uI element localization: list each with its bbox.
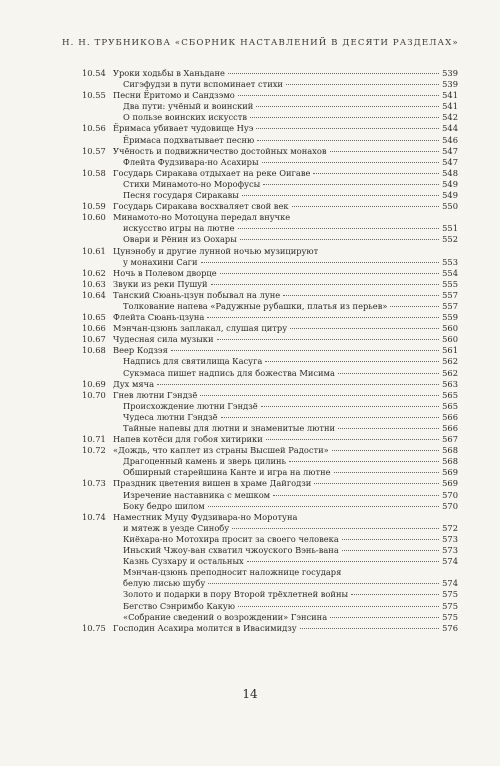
entry-line: [113, 268, 458, 279]
entry-line: [123, 157, 458, 168]
entry-page-number: 574: [442, 578, 458, 589]
entry-line: [123, 567, 458, 578]
entry-title: Два пути: учёный и воинский: [123, 101, 254, 112]
entry-title: Тайные напевы для лютни и знаменитые лютни: [123, 423, 336, 433]
entry-line: [123, 112, 458, 123]
toc-entry: [82, 234, 458, 245]
toc-entry: [82, 268, 458, 279]
toc-entry: [82, 201, 458, 212]
entry-page-number: 566: [442, 411, 458, 422]
section-number: 10.67: [82, 334, 106, 345]
toc-entry: [82, 312, 458, 323]
toc-entry: [82, 323, 458, 334]
entry-title: Мэнчан-цзюнь заплакал, слушая цитру: [113, 323, 288, 334]
section-number: 10.74: [82, 511, 106, 522]
entry-line: [113, 345, 458, 356]
dot-leader: [250, 117, 439, 118]
toc-entry: [82, 79, 458, 90]
dot-leader: [300, 628, 440, 629]
entry-title: Песня государя Сиракавы: [123, 190, 239, 201]
entry-line: [113, 512, 458, 523]
entry-page-number: 569: [442, 478, 458, 489]
section-number: 10.55: [82, 90, 106, 101]
toc-entry: [82, 101, 458, 112]
entry-line: [123, 545, 458, 556]
entry-page-number: 551: [442, 223, 458, 234]
entry-title: «Собрание сведений о возрождении» Гэнсина: [123, 611, 328, 622]
entry-page-number: 566: [442, 423, 458, 433]
toc-entry: [82, 168, 458, 179]
entry-title: Праздник цветения вишен в храме Дайгодзи: [113, 478, 312, 489]
dot-leader: [332, 450, 439, 451]
entry-page-number: 575: [442, 600, 458, 611]
running-header: Н. Н. ТРУБНИКОВА «СБОРНИК НАСТАВЛЕНИЙ В ДЕСЯТИ РАЗДЕЛАХ»: [62, 38, 459, 48]
section-number: 10.70: [82, 389, 106, 400]
entry-title: Звуки из реки Пушуй: [113, 278, 208, 289]
toc-entry: [82, 223, 458, 234]
entry-title: Наместник Муцу Фудзивара-но Моротуна: [113, 511, 298, 522]
toc-entry: [82, 601, 458, 612]
entry-page-number: 570: [442, 500, 458, 511]
entry-page-number: 544: [442, 123, 458, 134]
dot-leader: [262, 162, 440, 163]
entry-line: [123, 190, 458, 201]
entry-page-number: 569: [442, 467, 458, 478]
entry-page-number: 573: [442, 533, 458, 544]
entry-page-number: 561: [442, 345, 458, 356]
entry-title: белую лисью шубу: [123, 578, 206, 589]
entry-title: Напев котёси для гобоя хитирики: [113, 434, 263, 445]
entry-line: [123, 578, 458, 589]
section-number: 10.73: [82, 478, 106, 489]
dot-leader: [290, 328, 439, 329]
entry-title: Киёхара-но Мотохира просит за своего человека: [123, 533, 339, 544]
entry-line: [113, 623, 458, 634]
entry-page-number: 549: [442, 178, 458, 189]
entry-line: [123, 79, 458, 90]
entry-title: Господин Асахира молится в Ивасимидзу: [113, 622, 297, 633]
toc-entry: [82, 135, 458, 146]
entry-title: и мятеж в уезде Синобу: [123, 522, 230, 533]
entry-page-number: 576: [442, 622, 458, 633]
entry-title: Учёность и подвижничество достойных монахов: [113, 145, 327, 156]
toc-entry: [82, 123, 458, 134]
dot-leader: [283, 295, 439, 296]
section-number: 10.62: [82, 267, 106, 278]
entry-line: [113, 390, 458, 401]
entry-title: Обширный старейшина Канте и игра на лютне: [123, 467, 331, 478]
entry-line: [113, 246, 458, 257]
toc-entry: [82, 545, 458, 556]
dot-leader: [211, 284, 440, 285]
section-number: 10.57: [82, 145, 106, 156]
section-number: 10.64: [82, 289, 106, 300]
entry-title: Овари и Рёнин из Оохары: [123, 234, 237, 245]
entry-title: Государь Сиракава отдыхает на реке Оигаве: [113, 167, 311, 178]
section-number: 10.56: [82, 123, 106, 134]
entry-line: [113, 168, 458, 179]
entry-line: [113, 146, 458, 157]
entry-line: [123, 257, 458, 268]
dot-leader: [256, 106, 439, 107]
entry-line: [123, 234, 458, 245]
entry-page-number: 539: [442, 68, 458, 78]
dot-leader: [201, 262, 440, 263]
dot-leader: [240, 239, 439, 240]
toc-entry: [82, 490, 458, 501]
entry-title: Ёримаса подхватывает песню: [123, 134, 255, 145]
entry-page-number: 550: [442, 201, 458, 212]
entry-title: Боку бедро шилом: [123, 500, 205, 511]
toc-entry: [82, 345, 458, 356]
entry-page-number: 567: [442, 434, 458, 445]
entry-title: Ёримаса убивает чудовище Нуэ: [113, 123, 254, 134]
entry-line: [123, 301, 458, 312]
entry-title: Сукэмаса пишет надпись для божества Мисима: [123, 367, 335, 378]
entry-title: О пользе воинских искусств: [123, 112, 248, 123]
dot-leader: [330, 617, 439, 618]
dot-leader: [330, 151, 440, 152]
dot-leader: [334, 472, 440, 473]
entry-line: [123, 223, 458, 234]
toc-entry: [82, 334, 458, 345]
toc-entry: [82, 456, 458, 467]
dot-leader: [200, 395, 439, 396]
toc-entry: [82, 467, 458, 478]
dot-leader: [342, 539, 439, 540]
toc-entry: [82, 434, 458, 445]
entry-title: Дух мяча: [113, 378, 155, 389]
entry-page-number: 572: [442, 522, 458, 533]
toc-entry: [82, 379, 458, 390]
toc-entry: [82, 157, 458, 168]
dot-leader: [157, 384, 439, 385]
entry-page-number: 541: [442, 101, 458, 112]
entry-title: Цунэнобу и другие лунной ночью музицируют: [113, 245, 319, 256]
dot-leader: [207, 317, 439, 318]
dot-leader: [171, 350, 439, 351]
entry-page-number: 552: [442, 234, 458, 245]
toc-entry: [82, 589, 458, 600]
dot-leader: [238, 228, 440, 229]
entry-title: Танский Сюань-цзун побывал на луне: [113, 289, 281, 300]
toc-entry: [82, 556, 458, 567]
section-number: 10.71: [82, 434, 106, 445]
entry-page-number: 573: [442, 545, 458, 556]
toc-entry: [82, 390, 458, 401]
entry-page-number: 565: [442, 400, 458, 411]
entry-title: Казнь Сузхару и остальных: [123, 556, 244, 567]
toc-entry: [82, 534, 458, 545]
toc-entry: [82, 501, 458, 512]
dot-leader: [390, 306, 439, 307]
entry-line: [123, 601, 458, 612]
entry-title: Ночь в Полевом дворце: [113, 267, 217, 278]
dot-leader: [351, 594, 439, 595]
entry-title: Минамото-но Мотоцуна передал внучке: [113, 212, 291, 223]
entry-page-number: 575: [442, 611, 458, 622]
entry-page-number: 575: [442, 589, 458, 600]
toc-entry: [82, 246, 458, 257]
toc-entry: [82, 512, 458, 523]
dot-leader: [338, 428, 439, 429]
entry-title: искусство игры на лютне: [123, 223, 235, 234]
entry-title: Мэнчан-цзюнь преподносит наложнице государя: [123, 567, 342, 578]
dot-leader: [220, 273, 439, 274]
toc-entry: [82, 279, 458, 290]
entry-line: [123, 401, 458, 412]
dot-leader: [314, 483, 439, 484]
entry-line: [123, 612, 458, 623]
page-number: 14: [242, 687, 258, 701]
entry-page-number: 565: [442, 389, 458, 400]
table-of-contents: [82, 68, 458, 634]
entry-title: Чудеса лютни Гэндзё: [123, 411, 218, 422]
entry-line: [123, 490, 458, 501]
toc-entry: [82, 90, 458, 101]
toc-entry: [82, 623, 458, 634]
toc-entry: [82, 68, 458, 79]
dot-leader: [261, 406, 440, 407]
entry-title: Происхождение лютни Гэндзё: [123, 400, 258, 411]
dot-leader: [266, 439, 439, 440]
entry-page-number: 562: [442, 356, 458, 367]
entry-line: [123, 412, 458, 423]
entry-line: [113, 68, 458, 79]
entry-page-number: 547: [442, 145, 458, 156]
section-number: 10.69: [82, 378, 106, 389]
toc-entry: [82, 412, 458, 423]
dot-leader: [208, 583, 439, 584]
entry-page-number: 542: [442, 112, 458, 123]
section-number: 10.68: [82, 345, 106, 356]
section-number: 10.66: [82, 323, 106, 334]
entry-page-number: 541: [442, 90, 458, 101]
entry-line: [123, 467, 458, 478]
toc-entry: [82, 257, 458, 268]
entry-title: Изречение наставника с мешком: [123, 489, 271, 500]
entry-line: [113, 90, 458, 101]
section-number: 10.61: [82, 245, 106, 256]
dot-leader: [238, 606, 439, 607]
dot-leader: [286, 84, 439, 85]
entry-page-number: 553: [442, 256, 458, 267]
entry-page-number: 568: [442, 445, 458, 456]
toc-entry: [82, 401, 458, 412]
dot-leader: [257, 140, 439, 141]
dot-leader: [208, 506, 439, 507]
entry-line: [123, 556, 458, 567]
entry-line: [113, 434, 458, 445]
entry-title: Драгоценный камень и зверь цилинь: [123, 456, 287, 467]
dot-leader: [313, 173, 439, 174]
entry-line: [113, 334, 458, 345]
entry-title: Государь Сиракава восхваляет свой век: [113, 201, 289, 212]
dot-leader: [238, 95, 439, 96]
toc-entry: [82, 146, 458, 157]
toc-entry: [82, 478, 458, 489]
dot-leader: [242, 195, 439, 196]
entry-page-number: 555: [442, 278, 458, 289]
entry-page-number: 560: [442, 334, 458, 345]
entry-page-number: 546: [442, 134, 458, 145]
toc-entry: [82, 578, 458, 589]
entry-page-number: 560: [442, 323, 458, 334]
entry-page-number: 554: [442, 267, 458, 278]
entry-line: [113, 212, 458, 223]
toc-entry: [82, 445, 458, 456]
entry-line: [123, 356, 458, 367]
entry-page-number: 548: [442, 167, 458, 178]
section-number: 10.60: [82, 212, 106, 223]
entry-line: [113, 478, 458, 489]
section-number: 10.59: [82, 201, 106, 212]
dot-leader: [247, 561, 439, 562]
dot-leader: [292, 206, 440, 207]
dot-leader: [221, 417, 440, 418]
entry-page-number: 563: [442, 378, 458, 389]
entry-page-number: 574: [442, 556, 458, 567]
toc-entry: [82, 368, 458, 379]
entry-line: [123, 101, 458, 112]
entry-title: Уроки ходьбы в Ханьдане: [113, 68, 225, 78]
dot-leader: [263, 184, 439, 185]
entry-page-number: 539: [442, 79, 458, 90]
entry-title: Бегство Сэнримбо Какую: [123, 600, 235, 611]
entry-page-number: 557: [442, 300, 458, 311]
toc-entry: [82, 523, 458, 534]
section-number: 10.75: [82, 622, 106, 633]
entry-line: [123, 501, 458, 512]
entry-line: [113, 445, 458, 456]
entry-title: Веер Кодзэя: [113, 345, 168, 356]
toc-entry: [82, 301, 458, 312]
entry-page-number: 570: [442, 489, 458, 500]
dot-leader: [232, 528, 439, 529]
entry-line: [113, 379, 458, 390]
dot-leader: [289, 461, 439, 462]
dot-leader: [265, 361, 439, 362]
entry-line: [113, 279, 458, 290]
toc-entry: [82, 112, 458, 123]
entry-title: Надпись для святилища Касуга: [123, 356, 263, 367]
entry-line: [123, 534, 458, 545]
section-number: 10.72: [82, 445, 106, 456]
entry-title: Флейта Фудзивара-но Асахиры: [123, 156, 259, 167]
entry-line: [113, 290, 458, 301]
dot-leader: [342, 550, 439, 551]
entry-line: [123, 135, 458, 146]
entry-page-number: 562: [442, 367, 458, 378]
entry-title: Флейта Сюань-цзуна: [113, 312, 205, 323]
toc-entry: [82, 612, 458, 623]
entry-line: [123, 456, 458, 467]
toc-entry: [82, 423, 458, 434]
section-number: 10.65: [82, 312, 106, 323]
entry-line: [113, 201, 458, 212]
entry-line: [113, 123, 458, 134]
entry-title: Песни Ёритомо и Сандзэмо: [113, 90, 235, 101]
dot-leader: [217, 339, 440, 340]
entry-line: [113, 312, 458, 323]
entry-page-number: 549: [442, 190, 458, 201]
entry-line: [123, 523, 458, 534]
entry-title: «Дождь, что каплет из страны Высшей Радости»: [113, 445, 329, 456]
toc-entry: [82, 212, 458, 223]
entry-line: [113, 323, 458, 334]
entry-title: Чудесная сила музыки: [113, 334, 214, 345]
dot-leader: [338, 373, 439, 374]
toc-entry: [82, 567, 458, 578]
entry-title: Золото и подарки в пору Второй трёхлетней войны: [123, 589, 349, 600]
entry-page-number: 557: [442, 289, 458, 300]
entry-title: Иньский Чжоу-ван схватил чжоуского Вэнь-вана: [123, 545, 339, 556]
entry-page-number: 568: [442, 456, 458, 467]
entry-line: [123, 368, 458, 379]
entry-title: Стихи Минамото-но Морофусы: [123, 178, 261, 189]
toc-entry: [82, 190, 458, 201]
entry-line: [123, 179, 458, 190]
entry-line: [123, 423, 458, 434]
toc-entry: [82, 179, 458, 190]
toc-entry: [82, 290, 458, 301]
entry-title: у монахини Саги: [123, 256, 198, 267]
entry-page-number: 559: [442, 312, 458, 323]
entry-title: Толкование напева «Радужные рубашки, платья из перьев»: [123, 300, 388, 311]
entry-line: [123, 589, 458, 600]
section-number: 10.63: [82, 278, 106, 289]
section-number: 10.54: [82, 68, 106, 78]
dot-leader: [256, 128, 439, 129]
dot-leader: [273, 495, 439, 496]
section-number: 10.58: [82, 167, 106, 178]
entry-title: Сигэфудзи в пути вспоминает стихи: [123, 79, 283, 90]
toc-entry: [82, 356, 458, 367]
dot-leader: [228, 73, 439, 74]
entry-page-number: 547: [442, 156, 458, 167]
entry-title: Гнев лютни Гэндзё: [113, 389, 198, 400]
